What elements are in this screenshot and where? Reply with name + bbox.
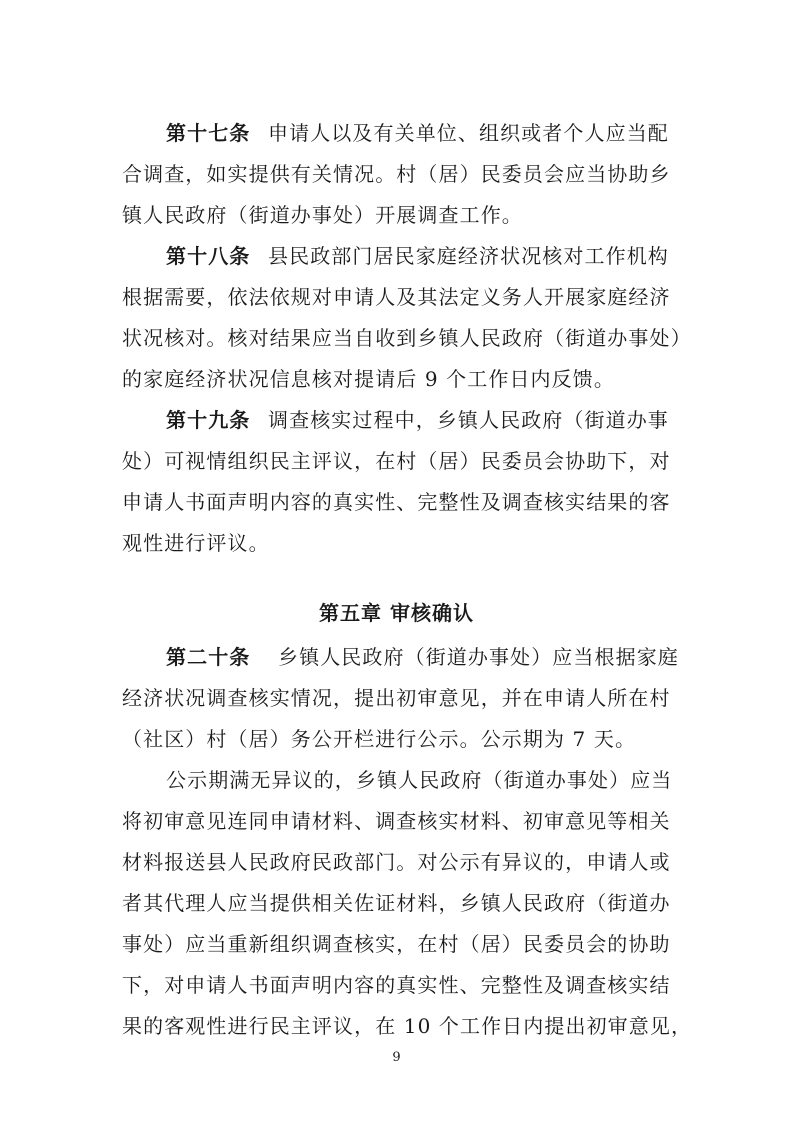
- article-20-line-1: [0, 637, 793, 677]
- publicity-paragraph-line-6: [0, 965, 793, 1005]
- publicity-paragraph-line-5: [0, 924, 793, 964]
- article-19-line-2: [0, 441, 793, 481]
- article-18-line-2: [0, 277, 793, 317]
- publicity-text: 将初审意见连同申请材料、调查核实材料、初审意见等相关: [122, 809, 671, 833]
- article-19-line-1: [0, 400, 793, 440]
- article-18-line-4: [0, 359, 793, 399]
- article-20-text: 经济状况调查核实情况，提出初审意见，并在申请人所在村: [122, 686, 671, 710]
- article-17-line-3: [0, 195, 793, 235]
- article-17-label: 第十七条: [166, 121, 251, 145]
- article-20-label: 第二十条: [166, 645, 251, 669]
- article-19-label: 第十九条: [166, 408, 251, 432]
- publicity-text: 者其代理人应当提供相关佐证材料，乡镇人民政府（街道办: [122, 891, 671, 915]
- article-19-text: 处）可视情组织民主评议，在村（居）民委员会协助下，对: [122, 449, 671, 473]
- publicity-text: 材料报送县人民政府民政部门。对公示有异议的，申请人或: [122, 850, 671, 874]
- article-18-text: 状况核对。核对结果应当自收到乡镇人民政府（街道办事处）: [122, 326, 692, 350]
- article-19-line-3: [0, 482, 793, 522]
- article-17-line-1: [0, 113, 793, 153]
- article-19-text: 观性进行评议。: [122, 531, 270, 555]
- publicity-paragraph-line-4: [0, 883, 793, 923]
- article-19-text: 调查核实过程中，乡镇人民政府（街道办事: [268, 408, 669, 432]
- article-17-text: 合调查，如实提供有关情况。村（居）民委员会应当协助乡: [122, 162, 671, 186]
- article-20-line-2: [0, 678, 793, 718]
- article-18-label: 第十八条: [166, 244, 251, 268]
- article-18-line-3: [0, 318, 793, 358]
- article-18-text: 的家庭经济状况信息核对提请后 9 个工作日内反馈。: [122, 367, 615, 391]
- publicity-text: 果的客观性进行民主评议，在 10 个工作日内提出初审意见，: [122, 1014, 693, 1038]
- publicity-paragraph-line-2: [0, 801, 793, 841]
- article-18-line-1: [0, 236, 793, 276]
- publicity-paragraph-line-1: [0, 760, 793, 800]
- article-18-text: 根据需要，依法依规对申请人及其法定义务人开展家庭经济: [122, 285, 671, 309]
- publicity-text: 下，对申请人书面声明内容的真实性、完整性及调查核实结: [122, 973, 671, 997]
- chapter-heading: 第五章 审核确认: [319, 601, 474, 625]
- article-20-text: （社区）村（居）务公开栏进行公示。公示期为 7 天。: [122, 727, 637, 751]
- article-20-text: 乡镇人民政府（街道办事处）应当根据家庭: [278, 645, 679, 669]
- article-17-line-2: [0, 154, 793, 194]
- publicity-paragraph-line-7: [0, 1006, 793, 1046]
- publicity-text: 事处）应当重新组织调查核实，在村（居）民委员会的协助: [122, 932, 671, 956]
- publicity-text: 公示期满无异议的，乡镇人民政府（街道办事处）应当: [166, 768, 673, 792]
- article-18-text: 县民政部门居民家庭经济状况核对工作机构: [268, 244, 669, 268]
- article-17-text: 申请人以及有关单位、组织或者个人应当配: [268, 121, 669, 145]
- article-19-line-4: [0, 523, 793, 563]
- publicity-paragraph-line-3: [0, 842, 793, 882]
- article-19-text: 申请人书面声明内容的真实性、完整性及调查核实结果的客: [122, 490, 671, 514]
- page-number: 9: [392, 1050, 401, 1065]
- article-17-text: 镇人民政府（街道办事处）开展调查工作。: [122, 203, 523, 227]
- article-20-line-3: [0, 719, 793, 759]
